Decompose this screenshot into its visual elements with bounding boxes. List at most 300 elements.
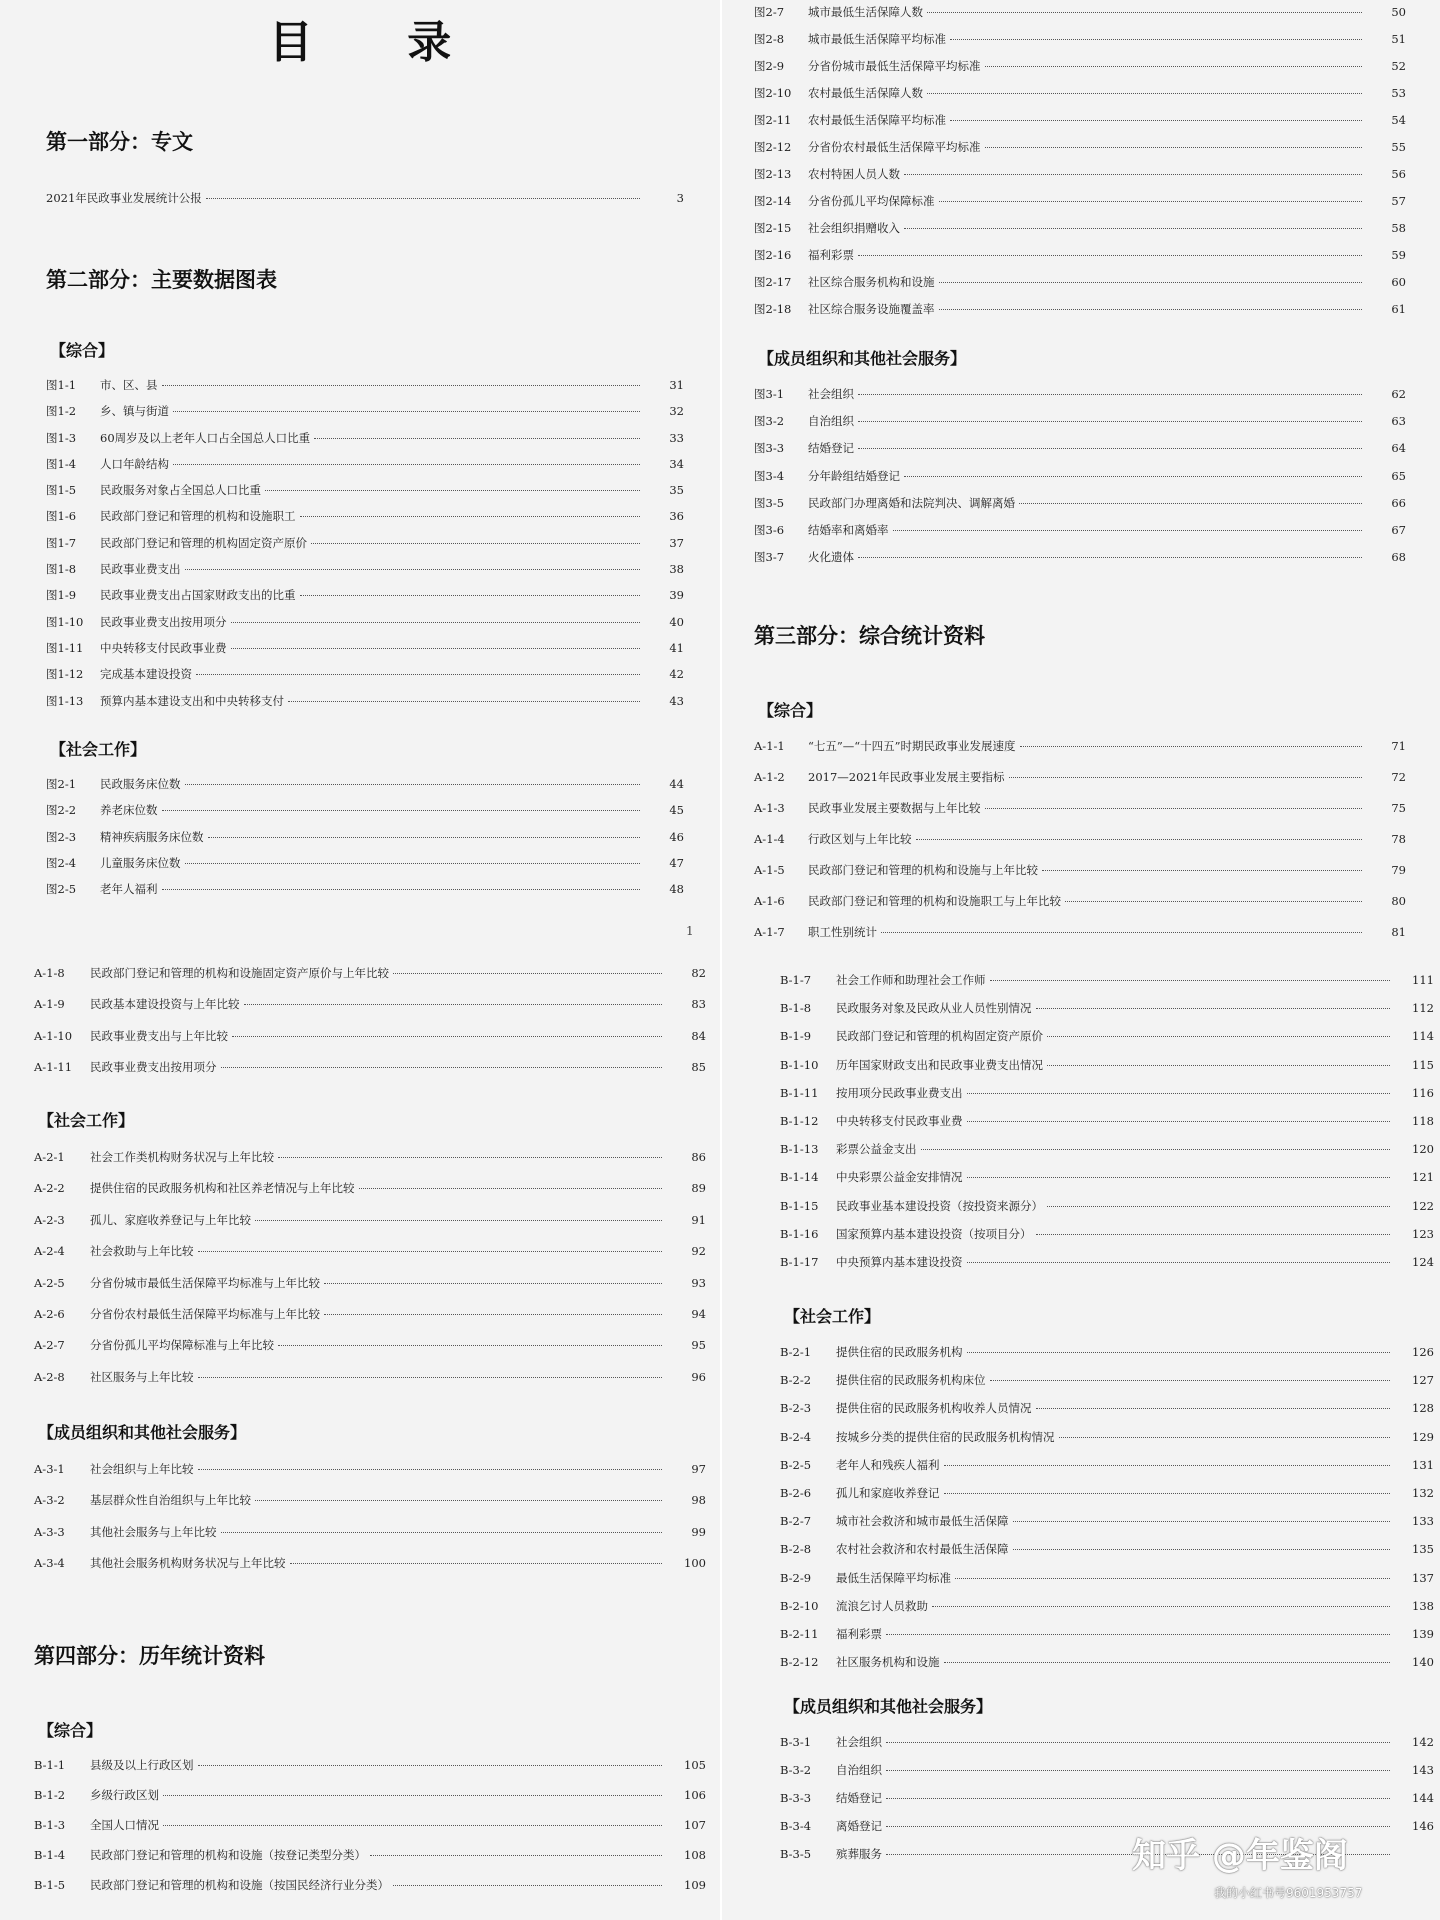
dot-leader [967, 1121, 1391, 1122]
entry-label: 分年龄组结婚登记 [808, 468, 900, 483]
entry-page: 67 [1391, 522, 1406, 537]
toc-entry [754, 386, 1406, 413]
entry-label: 民政部门办理离婚和法院判决、调解离婚 [808, 495, 1015, 510]
entry-code: B-1-7 [780, 973, 812, 987]
toc-entry [754, 924, 1406, 940]
toc-page-2 [722, 0, 1440, 940]
entry-page: 71 [1391, 739, 1406, 753]
toc-entry [46, 829, 684, 855]
entry-label: 社会工作类机构财务状况与上年比较 [90, 1150, 274, 1164]
entry-label: 民政服务床位数 [100, 777, 181, 791]
toc-entry [754, 274, 1406, 301]
toc-entry [780, 1734, 1434, 1762]
toc-entry [780, 1028, 1434, 1056]
entry-code: A-1-5 [754, 863, 785, 877]
entry-label: 社区综合服务设施覆盖率 [808, 302, 935, 316]
toc-entry [780, 1198, 1434, 1226]
dot-leader [185, 863, 641, 864]
entry-label: 城市社会救济和城市最低生活保障 [836, 1514, 1009, 1529]
entry-page: 59 [1391, 248, 1406, 262]
dot-leader [1009, 777, 1362, 778]
entry-page: 3 [676, 191, 684, 205]
entry-page: 140 [1412, 1655, 1434, 1670]
entry-code: B-2-11 [780, 1626, 819, 1641]
dot-leader [185, 569, 641, 570]
entry-page: 126 [1412, 1345, 1434, 1359]
entry-code: A-2-7 [34, 1338, 65, 1353]
entry-code: 图2-11 [754, 113, 792, 127]
dot-leader [921, 1149, 1391, 1150]
toc-page-3 [0, 940, 720, 1920]
dot-leader [985, 808, 1363, 809]
toc-entry [34, 1243, 706, 1274]
entry-page: 39 [669, 588, 684, 603]
entry-code: B-2-12 [780, 1655, 819, 1670]
entry-code: 图3-3 [754, 441, 785, 456]
entry-page: 98 [691, 1493, 706, 1508]
part3-sec1-heading: 【综合】 [758, 701, 823, 720]
entry-page: 122 [1412, 1198, 1434, 1213]
toc-entry [754, 738, 1406, 769]
entry-code: A-1-7 [754, 925, 785, 939]
entry-label: 自治组织 [808, 414, 854, 429]
dot-leader [1020, 746, 1362, 747]
entry-label: 民政服务对象及民政从业人员性别情况 [836, 1001, 1032, 1016]
entry-label: 其他社会服务与上年比较 [90, 1524, 217, 1539]
entry-code: B-2-1 [780, 1345, 812, 1359]
entry-code: 图2-8 [754, 32, 785, 46]
entry-code: 图2-2 [46, 803, 77, 818]
entry-label: 基层群众性自治组织与上年比较 [90, 1493, 251, 1508]
entry-code: 图3-5 [754, 495, 785, 510]
dot-leader [231, 622, 641, 623]
toc-entry [754, 58, 1406, 85]
dot-leader [886, 1770, 1390, 1771]
toc-entry [46, 377, 684, 403]
entry-code: B-1-2 [34, 1788, 66, 1802]
entry-page: 116 [1412, 1085, 1434, 1100]
dot-leader [1036, 1408, 1391, 1409]
entry-code: B-1-11 [780, 1085, 819, 1100]
entry-label: 民政服务对象占全国总人口比重 [100, 483, 261, 498]
p3-sec2-heading: 【社会工作】 [38, 1111, 135, 1130]
entry-page: 33 [669, 430, 684, 445]
entry-label: 国家预算内基本建设投资（按项目分） [836, 1226, 1032, 1241]
entry-label: 社区综合服务机构和设施 [808, 275, 935, 289]
dot-leader [950, 120, 1362, 121]
toc-entry [754, 193, 1406, 220]
dot-leader [1036, 1234, 1391, 1235]
toc-entry [780, 1457, 1434, 1485]
part3-sec1-entries [754, 738, 1406, 940]
dot-leader [904, 228, 1362, 229]
dot-leader [939, 309, 1363, 310]
dot-leader [939, 201, 1363, 202]
entry-page: 99 [691, 1524, 706, 1539]
dot-leader [939, 282, 1363, 283]
toc-entry [754, 862, 1406, 893]
dot-leader [231, 648, 641, 649]
entry-label: 分省份农村最低生活保障平均标准与上年比较 [90, 1306, 320, 1321]
toc-entry [780, 1344, 1434, 1372]
toc-entry [780, 1429, 1434, 1457]
dot-leader [904, 476, 1362, 477]
dot-leader [290, 1563, 663, 1564]
toc-entry [754, 112, 1406, 139]
entry-label: 农村社会救济和农村最低生活保障 [836, 1542, 1009, 1557]
toc-entry [34, 1369, 706, 1400]
entry-code: A-3-1 [34, 1462, 65, 1476]
dot-leader [278, 1345, 662, 1346]
toc-entry [46, 403, 684, 429]
entry-page: 83 [691, 997, 706, 1012]
entry-page: 144 [1412, 1791, 1434, 1805]
toc-entry [754, 139, 1406, 166]
entry-label: 分省份城市最低生活保障平均标准与上年比较 [90, 1275, 320, 1290]
entry-code: B-1-13 [780, 1142, 819, 1157]
dot-leader [163, 1795, 662, 1796]
toc-entry [754, 831, 1406, 862]
entry-page: 146 [1412, 1819, 1434, 1833]
entry-label: 儿童服务床位数 [100, 855, 181, 870]
toc-entry [46, 508, 684, 534]
dot-leader [198, 1251, 663, 1252]
dot-leader [162, 889, 641, 890]
entry-code: B-2-8 [780, 1542, 812, 1557]
toc-entry [34, 996, 706, 1027]
entry-code: A-1-2 [754, 770, 785, 784]
entry-label: 民政部门登记和管理的机构和设施固定资产原价与上年比较 [90, 966, 389, 980]
entry-page: 137 [1412, 1570, 1434, 1585]
toc-entry [780, 972, 1434, 1000]
entry-page: 57 [1391, 194, 1406, 208]
toc-entry [780, 1085, 1434, 1113]
entry-page: 86 [691, 1150, 706, 1164]
toc-entry [34, 1149, 706, 1180]
entry-page: 114 [1412, 1029, 1434, 1044]
entry-code: B-2-10 [780, 1598, 819, 1613]
dot-leader [858, 394, 1362, 395]
entry-code: A-1-11 [34, 1060, 73, 1075]
dot-leader [255, 1220, 662, 1221]
entry-page: 97 [691, 1462, 706, 1476]
entry-code: A-1-6 [754, 894, 785, 908]
entry-page: 106 [684, 1788, 706, 1802]
entry-label: 民政部门登记和管理的机构和设施职工与上年比较 [808, 894, 1061, 908]
dot-leader [162, 810, 641, 811]
entry-label: 社区服务与上年比较 [90, 1369, 194, 1384]
entry-code: A-1-10 [34, 1028, 73, 1043]
entry-label: 社会组织 [836, 1735, 882, 1749]
entry-label: 民政部门登记和管理的机构固定资产原价 [100, 535, 307, 550]
p3-a1-entries [34, 965, 706, 1091]
dot-leader [198, 1765, 663, 1766]
entry-page: 43 [669, 693, 684, 708]
entry-label: “七五”—“十四五”时期民政事业发展速度 [808, 739, 1016, 753]
entry-code: 图1-7 [46, 535, 77, 550]
entry-page: 108 [684, 1848, 706, 1862]
entry-code: A-1-3 [754, 801, 785, 815]
toc-entry [754, 893, 1406, 924]
entry-label: 民政事业费支出按用项分 [100, 614, 227, 629]
entry-code: 图3-7 [754, 550, 785, 565]
dot-leader [255, 1500, 662, 1501]
entry-page: 64 [1391, 441, 1406, 456]
part4-sec1-entries [34, 1757, 706, 1907]
entry-page: 78 [1391, 832, 1406, 846]
part2-heading: 第二部分：主要数据图表 [46, 268, 277, 292]
entry-label: 按用项分民政事业费支出 [836, 1085, 963, 1100]
watermark-sub: 我的小红书号9601953757 [1214, 1886, 1363, 1900]
entry-page: 46 [669, 829, 684, 844]
entry-code: B-3-1 [780, 1735, 812, 1749]
entry-code: B-1-5 [34, 1878, 66, 1892]
toc-entry [754, 769, 1406, 800]
toc-entry [780, 1654, 1434, 1682]
entry-page: 63 [1391, 414, 1406, 429]
p3-sec3-entries [34, 1461, 706, 1587]
entry-page: 139 [1412, 1626, 1434, 1641]
entry-page: 51 [1391, 32, 1406, 46]
entry-label: 其他社会服务机构财务状况与上年比较 [90, 1556, 286, 1571]
entry-label: 提供住宿的民政服务机构床位 [836, 1373, 986, 1388]
toc-entry [780, 1372, 1434, 1400]
entry-code: 图2-5 [46, 882, 77, 897]
toc-entry [34, 1492, 706, 1523]
p4-sec2-entries [780, 1344, 1434, 1682]
entry-label: 社会工作师和助理社会工作师 [836, 973, 986, 987]
toc-entry [780, 1169, 1434, 1197]
entry-label: 民政事业费支出与上年比较 [90, 1028, 228, 1043]
dot-leader [198, 1469, 663, 1470]
entry-code: A-2-4 [34, 1244, 65, 1259]
entry-page: 62 [1391, 387, 1406, 401]
toc-entry [754, 4, 1406, 31]
entry-code: 图2-3 [46, 829, 77, 844]
toc-entry [46, 561, 684, 587]
part2-sec1-heading: 【综合】 [50, 341, 115, 360]
toc-entry [780, 1626, 1434, 1654]
toc-entry [754, 31, 1406, 58]
entry-code: 图2-4 [46, 855, 77, 870]
entry-code: 图1-10 [46, 614, 84, 629]
entry-page: 143 [1412, 1763, 1434, 1777]
toc-entry [34, 1275, 706, 1306]
entry-code: B-1-12 [780, 1113, 819, 1128]
dot-leader [324, 1314, 662, 1315]
entry-code: A-1-1 [754, 739, 785, 753]
entry-label: 彩票公益金支出 [836, 1142, 917, 1157]
entry-page: 92 [691, 1244, 706, 1259]
toc-entry [780, 1113, 1434, 1141]
entry-page: 56 [1391, 167, 1406, 181]
dot-leader [858, 255, 1362, 256]
dot-leader [324, 1283, 662, 1284]
dot-leader [985, 66, 1363, 67]
entry-label: 分省份城市最低生活保障平均标准 [808, 59, 981, 73]
dot-leader [881, 932, 1362, 933]
entry-label: 结婚登记 [836, 1791, 882, 1805]
toc-entry [34, 1555, 706, 1586]
entry-label: 城市最低生活保障平均标准 [808, 32, 946, 46]
entry-code: 图2-18 [754, 302, 792, 316]
toc-entry [46, 666, 684, 692]
entry-page: 127 [1412, 1373, 1434, 1388]
dot-leader [198, 1377, 663, 1378]
entry-code: 图2-15 [754, 221, 792, 235]
entry-page: 115 [1412, 1057, 1434, 1072]
entry-page: 42 [669, 667, 684, 682]
entry-label: 中央转移支付民政事业费 [100, 640, 227, 655]
entry-code: 图1-6 [46, 509, 77, 524]
entry-page: 121 [1412, 1170, 1434, 1185]
entry-code: 图2-10 [754, 86, 792, 100]
p3-sec3-heading: 【成员组织和其他社会服务】 [38, 1423, 247, 1442]
toc-entry [754, 800, 1406, 831]
toc-entry [46, 802, 684, 828]
entry-label: 民政部门登记和管理的机构和设施职工 [100, 509, 296, 524]
entry-label: 60周岁及以上老年人口占全国总人口比重 [100, 430, 311, 445]
entry-label: 社会组织与上年比较 [90, 1462, 194, 1476]
dot-leader [990, 1380, 1391, 1381]
entry-label: 历年国家财政支出和民政事业费支出情况 [836, 1057, 1043, 1072]
entry-code: B-3-4 [780, 1819, 812, 1833]
entry-label: 预算内基本建设支出和中央转移支付 [100, 693, 284, 708]
entry-label: 中央彩票公益金安排情况 [836, 1170, 963, 1185]
toc-entry [780, 1254, 1434, 1282]
dot-leader [950, 39, 1362, 40]
entry-label: 中央预算内基本建设投资 [836, 1254, 963, 1269]
toc-entry [754, 413, 1406, 440]
entry-label: 人口年龄结构 [100, 456, 169, 471]
entry-code: 图1-8 [46, 562, 77, 577]
dot-leader [886, 1826, 1390, 1827]
toc-entry [780, 1400, 1434, 1428]
entry-page: 72 [1391, 770, 1406, 784]
entry-code: 图3-1 [754, 387, 785, 401]
dot-leader [232, 1036, 662, 1037]
entry-label: 福利彩票 [836, 1626, 882, 1641]
toc-entry [34, 1817, 706, 1847]
entry-code: B-2-5 [780, 1457, 812, 1472]
toc-entry [754, 301, 1406, 328]
entry-page: 79 [1391, 863, 1406, 877]
entry-label: 自治组织 [836, 1763, 882, 1777]
entry-page: 60 [1391, 275, 1406, 289]
entry-page: 132 [1412, 1485, 1434, 1500]
entry-page: 138 [1412, 1598, 1434, 1613]
dot-leader [393, 1885, 662, 1886]
p4-sec2-heading: 【社会工作】 [784, 1307, 881, 1326]
entry-code: B-1-3 [34, 1818, 66, 1832]
entry-page: 91 [691, 1212, 706, 1227]
p4-sec3-heading: 【成员组织和其他社会服务】 [784, 1697, 993, 1716]
entry-page: 111 [1412, 973, 1434, 987]
entry-page: 105 [684, 1758, 706, 1772]
part2-sec2-heading: 【社会工作】 [50, 740, 147, 759]
toc-entry [34, 1337, 706, 1368]
entry-page: 66 [1391, 495, 1406, 510]
entry-code: 图1-5 [46, 483, 77, 498]
toc-entry [46, 587, 684, 613]
toc-entry [780, 1541, 1434, 1569]
watermark-main: 知乎 @年鉴阁 [1132, 1836, 1348, 1876]
entry-page: 40 [669, 614, 684, 629]
toc-entry [780, 1762, 1434, 1790]
entry-label: 结婚登记 [808, 441, 854, 456]
entry-page: 93 [691, 1275, 706, 1290]
entry-code: A-3-3 [34, 1524, 65, 1539]
toc-entry [754, 166, 1406, 193]
p2-sec3-entries [754, 386, 1406, 576]
entry-code: A-3-4 [34, 1556, 65, 1571]
toc-entry [754, 522, 1406, 549]
dot-leader [904, 174, 1362, 175]
entry-page: 128 [1412, 1401, 1434, 1416]
toc-entry [780, 1598, 1434, 1626]
entry-label: 孤儿和家庭收养登记 [836, 1485, 940, 1500]
dot-leader [173, 411, 640, 412]
entry-code: 图2-7 [754, 5, 785, 19]
entry-label: 社会救助与上年比较 [90, 1244, 194, 1259]
entry-label: 农村最低生活保障平均标准 [808, 113, 946, 127]
dot-leader [967, 1352, 1391, 1353]
entry-label: 提供住宿的民政服务机构收养人员情况 [836, 1401, 1032, 1416]
entry-page: 120 [1412, 1142, 1434, 1157]
entry-code: B-1-10 [780, 1057, 819, 1072]
entry-code: B-1-16 [780, 1226, 819, 1241]
dot-leader [1013, 1549, 1391, 1550]
entry-label: 社会组织捐赠收入 [808, 221, 900, 235]
entry-code: 图1-2 [46, 404, 77, 419]
entry-label: 民政部门登记和管理的机构固定资产原价 [836, 1029, 1043, 1044]
dot-leader [967, 1262, 1391, 1263]
entry-page: 142 [1412, 1735, 1434, 1749]
entry-code: B-2-2 [780, 1373, 812, 1388]
dot-leader [393, 973, 662, 974]
entry-code: B-2-7 [780, 1514, 812, 1529]
dot-leader [932, 1606, 1390, 1607]
entry-page: 55 [1391, 140, 1406, 154]
toc-entry [46, 640, 684, 666]
entry-page: 81 [1391, 925, 1406, 939]
entry-page: 38 [669, 562, 684, 577]
entry-code: 图3-6 [754, 522, 785, 537]
entry-code: B-3-5 [780, 1847, 812, 1861]
entry-page: 109 [684, 1878, 706, 1892]
dot-leader [886, 1634, 1390, 1635]
entry-code: B-2-6 [780, 1485, 812, 1500]
entry-label: 殡葬服务 [836, 1847, 882, 1861]
dot-leader [858, 448, 1362, 449]
toc-entry [754, 247, 1406, 274]
entry-page: 37 [669, 535, 684, 550]
entry-page: 112 [1412, 1001, 1434, 1016]
toc-entry [754, 440, 1406, 467]
dot-leader [990, 980, 1391, 981]
toc-entry [46, 881, 684, 907]
entry-label: 老年人福利 [100, 882, 158, 897]
part1-entries [46, 190, 684, 216]
toc-page-1 [0, 0, 720, 940]
dot-leader [967, 1177, 1391, 1178]
entry-code: B-1-4 [34, 1848, 66, 1862]
dot-leader [1059, 1437, 1391, 1438]
entry-page: 47 [669, 855, 684, 870]
dot-leader [886, 1742, 1390, 1743]
entry-code: A-1-9 [34, 997, 65, 1012]
dot-leader [221, 1067, 663, 1068]
